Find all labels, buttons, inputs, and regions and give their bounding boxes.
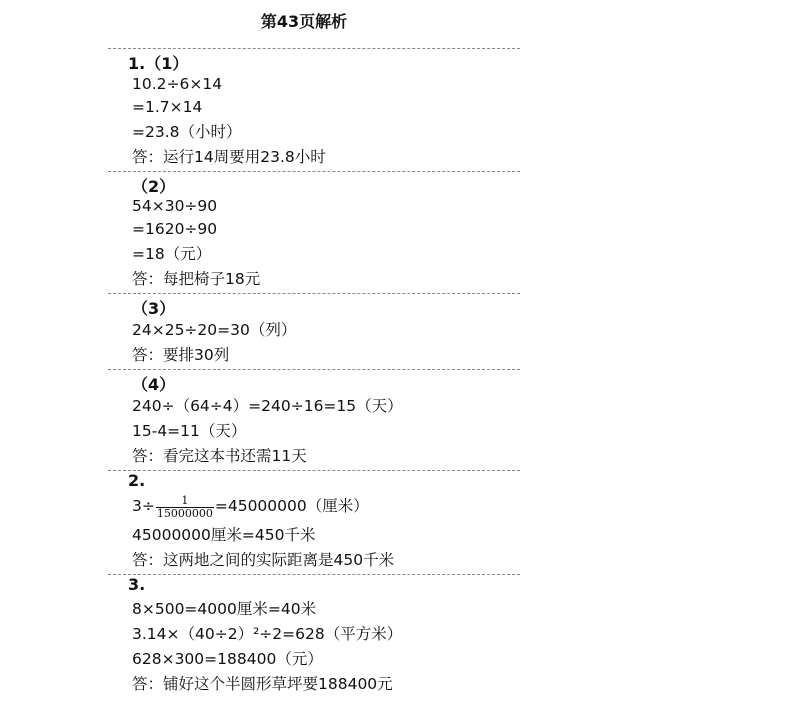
answer-line: 答：铺好这个半圆形草坪要188400元 [132, 675, 393, 693]
fraction-denominator: 15000000 [156, 507, 213, 520]
question-label: 3. [128, 575, 146, 594]
solution-line: 15-4=11（天） [132, 422, 247, 440]
divider [108, 48, 520, 49]
solution-line: 45000000厘米=450千米 [132, 526, 316, 544]
solution-line-with-fraction [132, 494, 369, 519]
solution-line: 628×300=188400（元） [132, 650, 323, 668]
question-label: 1.（1） [128, 54, 189, 73]
answer-line: 答：每把椅子18元 [132, 270, 261, 288]
divider [108, 171, 520, 172]
answer-line: 答：看完这本书还需11天 [132, 447, 307, 465]
solution-line: 24×25÷20=30（列） [132, 321, 297, 339]
divider [108, 293, 520, 294]
fraction [156, 495, 214, 520]
solution-line: 10.2÷6×14 [132, 75, 223, 93]
question-label: 2. [128, 471, 146, 490]
solution-line: 3.14×（40÷2）²÷2=628（平方米） [132, 625, 403, 643]
solution-line: 240÷（64÷4）=240÷16=15（天） [132, 397, 403, 415]
answer-line: 答：运行14周要用23.8小时 [132, 148, 326, 166]
question-label: （2） [132, 177, 176, 196]
solution-line: =1.7×14 [132, 98, 203, 116]
question-label: （3） [132, 299, 176, 318]
answer-line: 答：要排30列 [132, 346, 230, 364]
solution-line: =18（元） [132, 245, 212, 263]
expression-prefix: 3÷ [132, 497, 155, 515]
solution-line: 8×500=4000厘米=40米 [132, 600, 317, 618]
divider [108, 574, 520, 575]
fraction-numerator: 1 [181, 494, 189, 507]
expression-suffix: =45000000（厘米） [214, 497, 369, 515]
divider [108, 470, 520, 471]
answer-line: 答：这两地之间的实际距离是450千米 [132, 551, 395, 569]
divider [108, 369, 520, 370]
question-label: （4） [132, 375, 176, 394]
page-title: 第43页解析 [260, 12, 348, 31]
solution-line: =23.8（小时） [132, 123, 242, 141]
solution-line: 54×30÷90 [132, 197, 218, 215]
solution-line: =1620÷90 [132, 220, 218, 238]
